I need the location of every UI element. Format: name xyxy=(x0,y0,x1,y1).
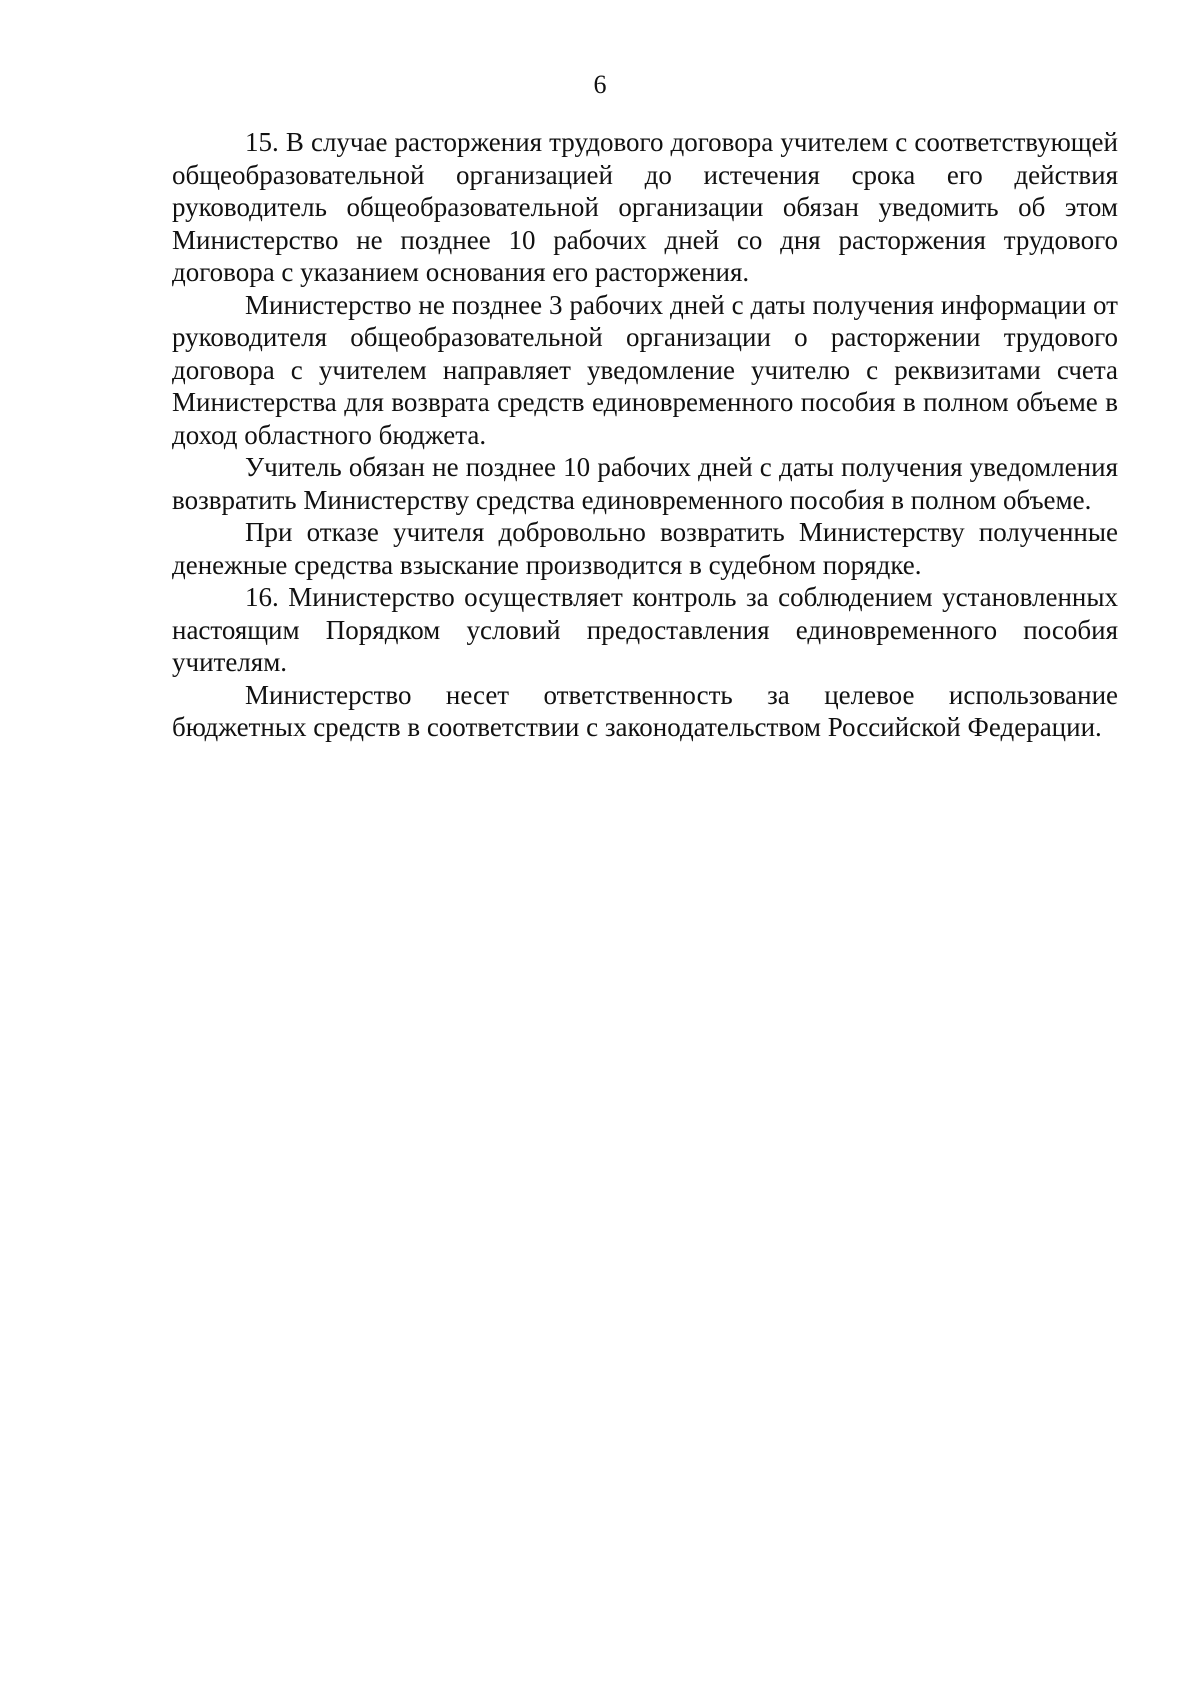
document-body xyxy=(172,126,1118,744)
paragraph-ministry-notification: Министерство не позднее 3 рабочих дней с даты получения информации от руководителя общеобразовательной организации о расторжении трудового договора с учителем направляет уведомление учителю с реквизитами счета Министерства для возврата средств единовременного пособия в полном объеме в доход областного бюджета. xyxy=(172,289,1118,450)
paragraph-15-termination-notice: 15. В случае расторжения трудового договора учителем с соответствующей общеобразовательной организацией до истечения срока его действия руководитель общеобразовательной организации обязан уведомить об этом Министерство не позднее 10 рабочих дней со дня расторжения трудового договора с указанием основания его расторжения. xyxy=(172,127,1118,287)
paragraph-16-ministry-control: 16. Министерство осуществляет контроль за соблюдением установленных настоящим Порядком условий предоставления единовременного пособия учителям. xyxy=(172,582,1118,677)
paragraph-court-recovery: При отказе учителя добровольно возвратить Министерству полученные денежные средства взыскание производится в судебном порядке. xyxy=(172,517,1118,580)
paragraph-teacher-refund-obligation: Учитель обязан не позднее 10 рабочих дней с даты получения уведомления возвратить Министерству средства единовременного пособия в полном объеме. xyxy=(172,452,1118,515)
page-number: 6 xyxy=(593,70,607,99)
paragraph-ministry-responsibility: Министерство несет ответственность за целевое использование бюджетных средств в соответствии с законодательством Российской Федерации. xyxy=(172,679,1118,742)
